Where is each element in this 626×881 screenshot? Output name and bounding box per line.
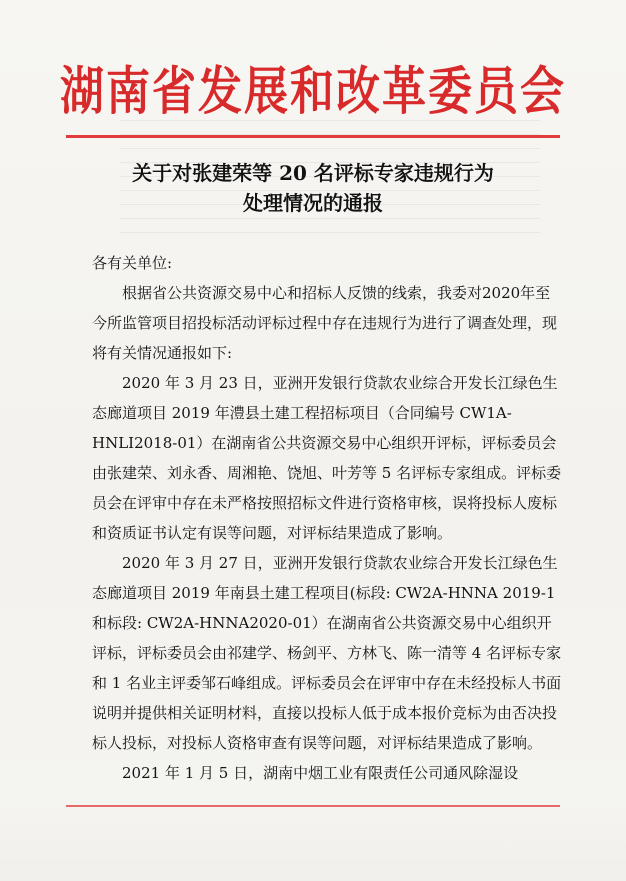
paragraph-intro: 根据省公共资源交易中心和招标人反馈的线索，我委对2020年至今所监管项目招投标活动评标过程中存在违规行为进行了调查处理，现将有关情况通报如下: (92, 284, 558, 362)
notice-title-line-2: 处理情况的通报 (243, 191, 383, 215)
notice-title-line-1: 关于对张建荣等 20 名评标专家违规行为 (132, 161, 494, 185)
paragraph-case-1: 2020 年 3 月 23 日，亚洲开发银行贷款农业综合开发长江绿色生态廊道项目 2019 年澧县土建工程招标项目（合同编号 CW1A-HNLI2018-01）在湖南省公共资源交易中心组织开评标，评标委员会由张建荣、刘永香、周湘艳、饶旭、叶芳等 5 名评标专家组成。评标委员会在评审中存在未严格按照招标文件进行资格审核，误将投标人废标和资质证书认定有误等问题，对评标结果造成了影响。 (92, 374, 562, 542)
notice-title (92, 158, 534, 218)
paragraph-case-2: 2020 年 3 月 27 日，亚洲开发银行贷款农业综合开发长江绿色生态廊道项目 2019 年南县土建工程项目(标段: CW2A-HNNA 2019-1 和标段: CW2A-HNNA2020-01）在湖南省公共资源交易中心组织开评标，评标委员会由祁建学、杨剑平、方林飞、陈一清等 4 名评标专家和 1 名业主评委邹石峰组成。评标委员会在评审中存在未经投标人书面说明并提供相关证明材料，直接以投标人低于成本报价竞标为由否决投标人投标，对投标人资格审查有误等问题，对评标结果造成了影响。 (92, 554, 562, 752)
salutation: 各有关单位: (92, 254, 173, 272)
paragraph-case-3-partial: 2021 年 1 月 5 日，湖南中烟工业有限责任公司通风除湿设 (122, 764, 519, 782)
letterhead-title: 湖南省发展和改革委员会 (60, 62, 566, 123)
footer-red-rule (66, 805, 560, 807)
letterhead-red-rule (66, 135, 560, 138)
notice-body (92, 248, 562, 788)
page-shade (0, 801, 626, 881)
